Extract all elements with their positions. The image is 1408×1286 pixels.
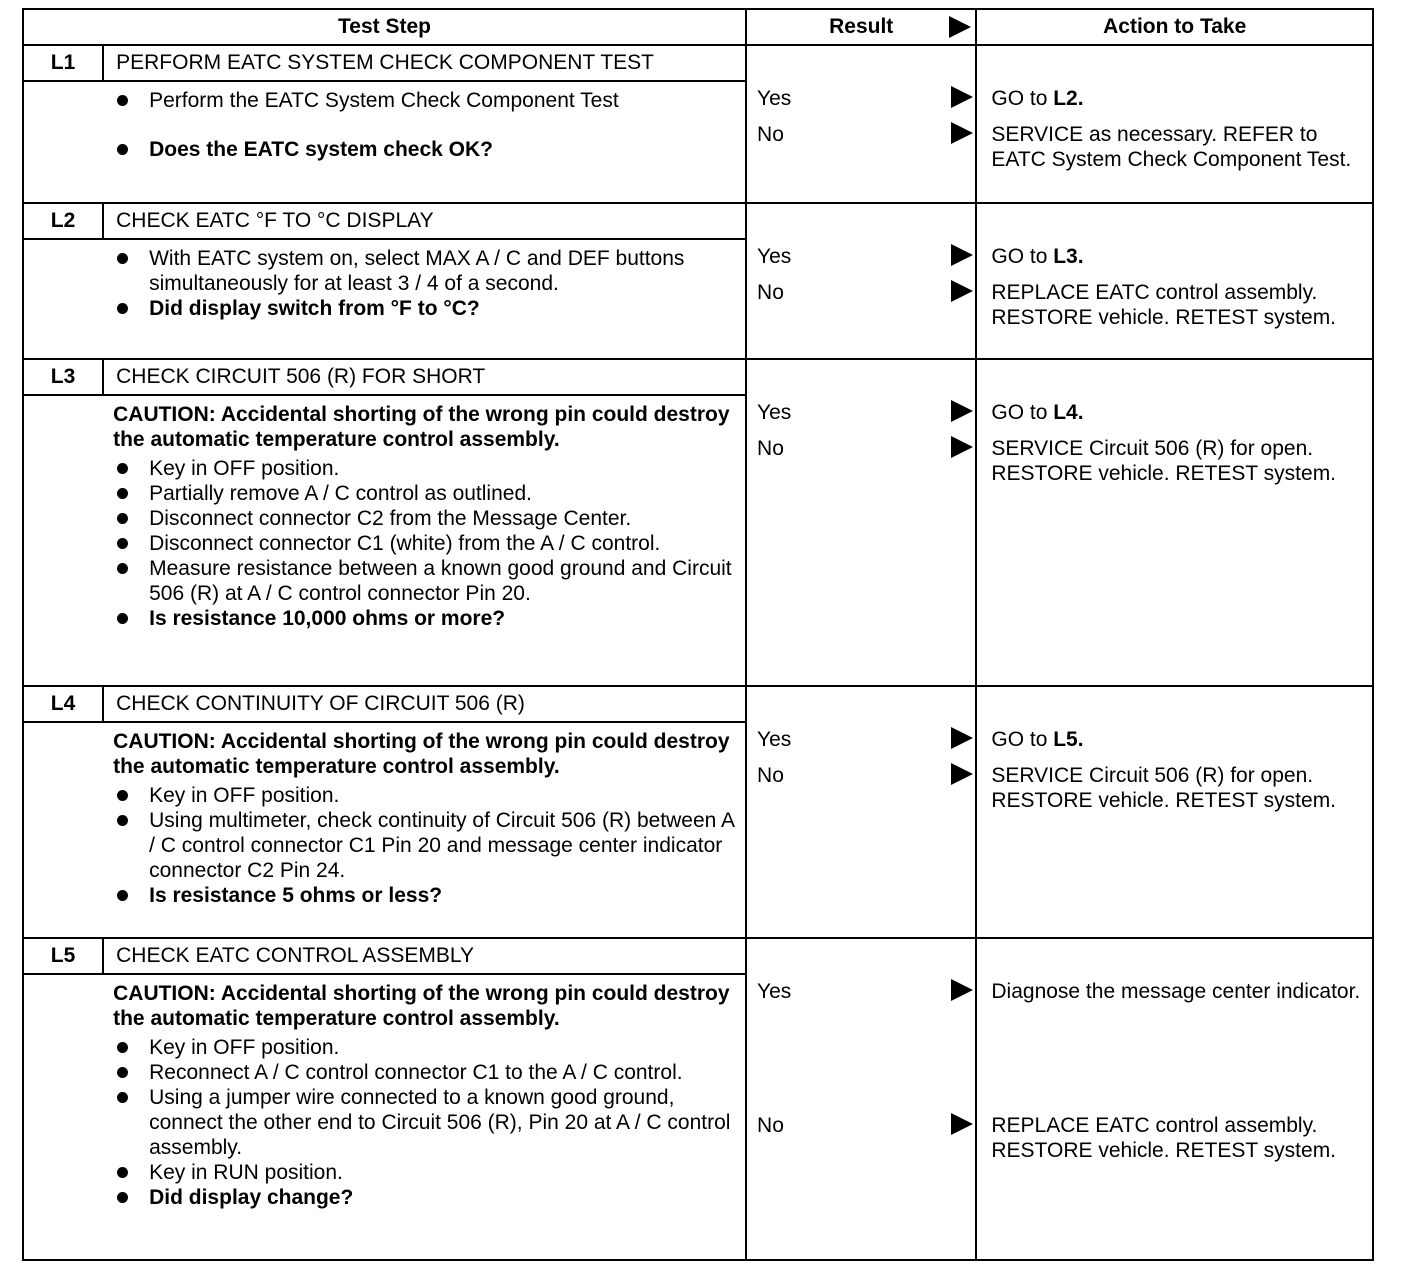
triangle-arrow-icon (951, 436, 973, 458)
yes-action (991, 86, 1364, 111)
yes-action-text: GO to (991, 87, 1054, 110)
step-title: CHECK CONTINUITY OF CIRCUIT 506 (R) (103, 686, 746, 722)
action-cell (976, 359, 1373, 686)
action-cell (976, 45, 1373, 203)
result-cell (746, 45, 976, 203)
triangle-arrow-icon (949, 16, 971, 38)
yes-action (991, 400, 1364, 425)
bullet-item: Key in OFF position. (113, 456, 735, 481)
bullet-item: Did display switch from °F to °C? (113, 296, 735, 321)
step-body (103, 974, 746, 1260)
bullet-item: With EATC system on, select MAX A / C and DEF buttons simultaneously for at least 3 / 4 of a second. (113, 246, 735, 296)
bullet-icon (117, 95, 128, 106)
header-test-step: Test Step (23, 9, 746, 45)
bullet-icon (117, 790, 128, 801)
step-id: L5 (23, 938, 103, 974)
no-label: No (757, 123, 784, 146)
bullet-item: Disconnect connector C2 from the Message Center. (113, 506, 735, 531)
bullet-item: Does the EATC system check OK? (113, 137, 735, 162)
yes-action-target: L4. (1053, 401, 1084, 424)
bullet-item: Using a jumper wire connected to a known good ground, connect the other end to Circuit 506 (R), Pin 20 at A / C control assembly. (113, 1085, 735, 1160)
step-title: CHECK EATC °F TO °C DISPLAY (103, 203, 746, 239)
step-title-row (23, 686, 1373, 722)
action-cell (976, 686, 1373, 938)
result-cell (746, 359, 976, 686)
triangle-arrow-icon (951, 244, 973, 266)
yes-action (991, 727, 1364, 752)
bullet-item: Disconnect connector C1 (white) from the A / C control. (113, 531, 735, 556)
caution-text: CAUTION: Accidental shorting of the wrong pin could destroy the automatic temperature control assembly. (113, 730, 730, 778)
caution-text: CAUTION: Accidental shorting of the wrong pin could destroy the automatic temperature control assembly. (113, 982, 730, 1030)
bullet-item: Key in OFF position. (113, 783, 735, 808)
bullet-icon (117, 890, 128, 901)
bullet-item: Key in OFF position. (113, 1035, 735, 1060)
yes-label: Yes (757, 728, 792, 751)
yes-action-text: GO to (991, 401, 1054, 424)
bullet-icon (117, 488, 128, 499)
yes-action-target: L3. (1053, 245, 1084, 268)
triangle-arrow-icon (951, 86, 973, 108)
bullet-item: Reconnect A / C control connector C1 to the A / C control. (113, 1060, 735, 1085)
bullet-icon (117, 463, 128, 474)
step-id: L1 (23, 45, 103, 81)
bullet-icon (117, 613, 128, 624)
step-title-row (23, 359, 1373, 395)
header-result-label: Result (829, 15, 894, 38)
yes-label: Yes (757, 980, 792, 1003)
bullet-item: Partially remove A / C control as outlined. (113, 481, 735, 506)
bullet-icon (117, 1092, 128, 1103)
bullet-icon (117, 144, 128, 155)
step-title-row (23, 45, 1373, 81)
bullet-icon (117, 253, 128, 264)
bullet-icon (117, 1192, 128, 1203)
bullet-icon (117, 815, 128, 826)
bullet-icon (117, 1042, 128, 1053)
yes-action: Diagnose the message center indicator. (991, 980, 1361, 1003)
step-body (103, 395, 746, 686)
no-label: No (757, 764, 784, 787)
no-action: REPLACE EATC control assembly. RESTORE vehicle. RETEST system. (991, 1114, 1337, 1162)
bullet-item: Is resistance 10,000 ohms or more? (113, 606, 735, 631)
header-result (746, 9, 976, 45)
bullet-icon (117, 1067, 128, 1078)
step-body (103, 239, 746, 359)
yes-action-target: L2. (1053, 87, 1084, 110)
no-label: No (757, 1114, 784, 1137)
bullet-item: Did display change? (113, 1185, 735, 1210)
bullet-item: Perform the EATC System Check Component Test (113, 88, 735, 113)
bullet-icon (117, 303, 128, 314)
header-row (23, 9, 1373, 45)
step-id: L2 (23, 203, 103, 239)
step-title-row (23, 203, 1373, 239)
result-cell (746, 938, 976, 1260)
no-label: No (757, 281, 784, 304)
no-action: REPLACE EATC control assembly. RESTORE vehicle. RETEST system. (991, 281, 1337, 329)
yes-action (991, 244, 1364, 269)
bullet-icon (117, 538, 128, 549)
no-action: SERVICE Circuit 506 (R) for open. RESTORE vehicle. RETEST system. (991, 764, 1337, 812)
step-body (103, 81, 746, 203)
bullet-icon (117, 1167, 128, 1178)
diagnostic-table (22, 8, 1374, 1261)
yes-label: Yes (757, 87, 792, 110)
step-body (103, 722, 746, 938)
triangle-arrow-icon (951, 280, 973, 302)
triangle-arrow-icon (951, 1113, 973, 1135)
bullet-item: Measure resistance between a known good ground and Circuit 506 (R) at A / C control connector Pin 20. (113, 556, 735, 606)
step-title: PERFORM EATC SYSTEM CHECK COMPONENT TEST (103, 45, 746, 81)
no-action: SERVICE Circuit 506 (R) for open. RESTORE vehicle. RETEST system. (991, 437, 1337, 485)
triangle-arrow-icon (951, 979, 973, 1001)
action-cell (976, 938, 1373, 1260)
bullet-icon (117, 513, 128, 524)
yes-action-text: GO to (991, 728, 1054, 751)
bullet-item: Using multimeter, check continuity of Circuit 506 (R) between A / C control connector C1 Pin 20 and message center indicator connector C2 Pin 24. (113, 808, 735, 883)
triangle-arrow-icon (951, 763, 973, 785)
bullet-icon (117, 563, 128, 574)
triangle-arrow-icon (951, 400, 973, 422)
no-action: SERVICE as necessary. REFER to EATC System Check Component Test. (991, 123, 1352, 171)
bullet-item: Key in RUN position. (113, 1160, 735, 1185)
step-title: CHECK EATC CONTROL ASSEMBLY (103, 938, 746, 974)
result-cell (746, 686, 976, 938)
triangle-arrow-icon (951, 122, 973, 144)
step-id: L3 (23, 359, 103, 395)
action-cell (976, 203, 1373, 359)
step-id: L4 (23, 686, 103, 722)
yes-action-target: L5. (1053, 728, 1084, 751)
yes-label: Yes (757, 401, 792, 424)
triangle-arrow-icon (951, 727, 973, 749)
header-action: Action to Take (976, 9, 1373, 45)
result-cell (746, 203, 976, 359)
yes-label: Yes (757, 245, 792, 268)
yes-action-text: GO to (991, 245, 1054, 268)
diagnostic-table-sheet (22, 8, 1374, 1261)
step-title: CHECK CIRCUIT 506 (R) FOR SHORT (103, 359, 746, 395)
bullet-item: Is resistance 5 ohms or less? (113, 883, 735, 908)
step-title-row (23, 938, 1373, 974)
caution-text: CAUTION: Accidental shorting of the wrong pin could destroy the automatic temperature control assembly. (113, 403, 730, 451)
no-label: No (757, 437, 784, 460)
